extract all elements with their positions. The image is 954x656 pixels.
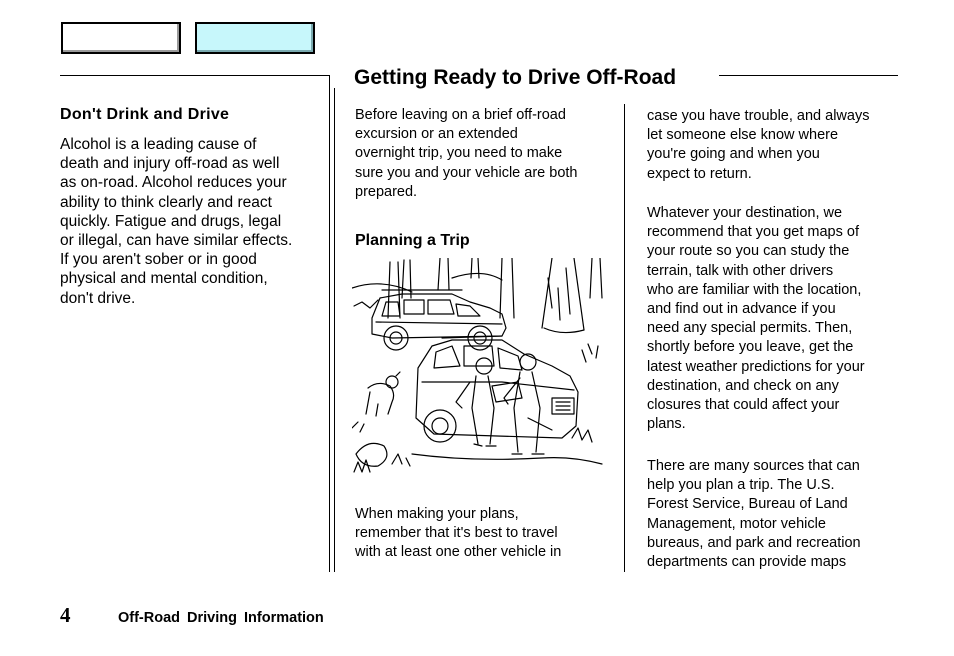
planning-paragraph-start: When making your plans, remember that it's best to travel with at least one other vehicle in bbox=[355, 506, 562, 561]
destination-paragraph: Whatever your destination, we recommend that you get maps of your route so you can study the terrain, talk with other drivers who are familiar with the location, and find out in advance if you need any special permits. Then, shortly before you leave, get the latest weather predictions for your destination, and check on any closures that could affect your plans. bbox=[647, 205, 865, 433]
back-suv-outline bbox=[372, 290, 506, 350]
previous-page-button[interactable] bbox=[61, 22, 181, 54]
off-road-illustration bbox=[352, 258, 607, 480]
page-number: 4 bbox=[60, 603, 71, 627]
section-body-dont-drink: Alcohol is a leading cause of death and injury off-road as well as on-road. Alcohol reduces your ability to think clearly and react quickly. Fatigue and drugs, legal or illegal, can have similar effects. If you aren't sober or in good physical and mental condition, don't drive. bbox=[60, 136, 293, 307]
sources-paragraph: There are many sources that can help you plan a trip. The U.S. Forest Service, Bureau of Land Management, motor vehicle bureaus, and park and recreation departments can provide maps bbox=[647, 458, 861, 571]
tree-trunks bbox=[388, 258, 602, 333]
people-with-map bbox=[456, 354, 544, 454]
column-divider-left-a bbox=[329, 75, 330, 572]
next-page-button[interactable] bbox=[195, 22, 315, 54]
column-divider-left-b bbox=[334, 88, 335, 572]
section-heading-planning: Planning a Trip bbox=[355, 232, 470, 249]
section-footer-label: Off-Road Driving Information bbox=[118, 610, 324, 626]
column-divider-right bbox=[624, 104, 625, 572]
dog bbox=[366, 372, 400, 416]
left-top-rule bbox=[60, 75, 329, 76]
planning-paragraph-continued: case you have trouble, and always let someone else know where you're going and when you expect to return. bbox=[647, 108, 870, 182]
page-title: Getting Ready to Drive Off-Road bbox=[354, 66, 677, 89]
intro-paragraph: Before leaving on a brief off-road excursion or an extended overnight trip, you need to make sure you and your vehicle are both prepared. bbox=[355, 107, 578, 200]
title-right-rule bbox=[719, 75, 898, 76]
front-suv-outline bbox=[416, 336, 578, 442]
section-heading-dont-drink: Don't Drink and Drive bbox=[60, 106, 230, 123]
